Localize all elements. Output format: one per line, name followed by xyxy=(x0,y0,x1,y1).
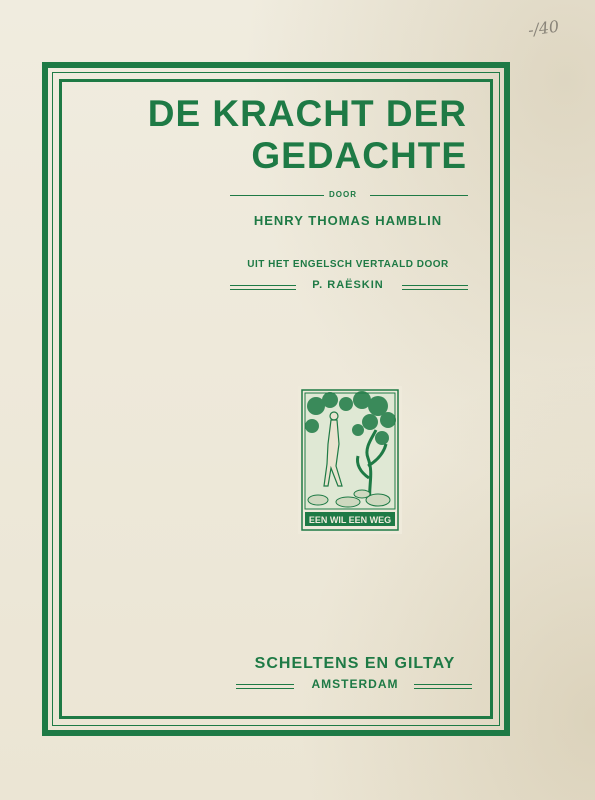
publisher-name: SCHELTENS EN GILTAY xyxy=(254,655,456,672)
by-label: DOOR xyxy=(329,190,357,199)
author-name: HENRY THOMAS HAMBLIN xyxy=(253,213,443,228)
double-rule-right-bottom xyxy=(414,684,472,685)
title-line-1: DE KRACHT DER xyxy=(147,93,467,134)
translation-note: UIT HET ENGELSCH VERTAALD DOOR xyxy=(247,259,449,270)
double-rule-left xyxy=(230,285,296,286)
divider-left xyxy=(230,195,324,196)
divider-right xyxy=(370,195,468,196)
publisher-emblem xyxy=(298,386,402,534)
double-rule-left-bottom xyxy=(236,684,294,685)
title-line-2: GEDACHTE xyxy=(251,135,467,176)
emblem-motto: EEN WIL EEN WEG xyxy=(308,515,392,525)
double-rule-right xyxy=(402,285,468,286)
publisher-city: AMSTERDAM xyxy=(311,677,399,691)
pencil-price-mark: -/40 xyxy=(526,16,561,40)
translator-name: P. RAËSKIN xyxy=(312,279,384,291)
